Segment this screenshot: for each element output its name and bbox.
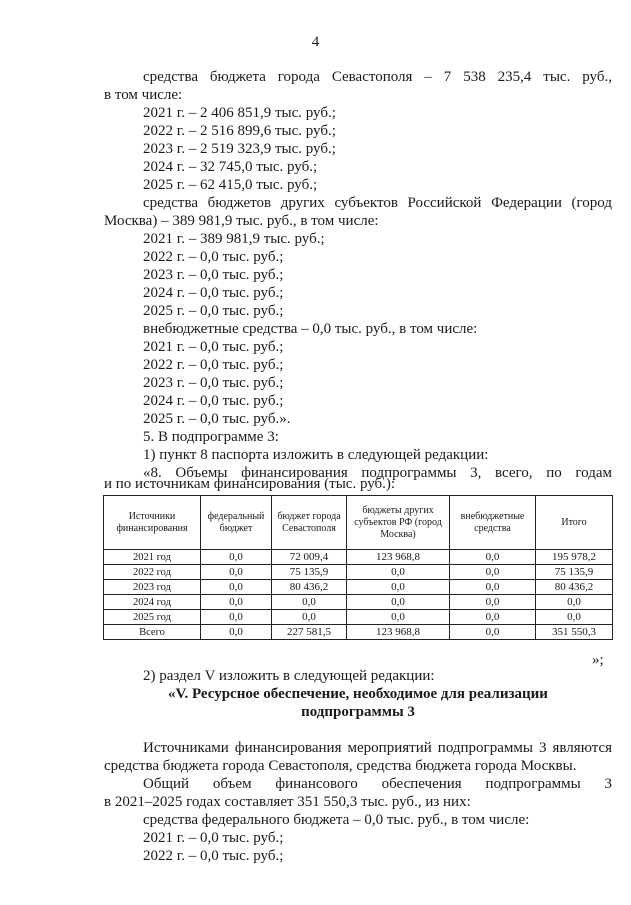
text-line: «8. Объемы финансирования подпрограммы 3, всего, по годам xyxy=(143,465,612,481)
table-cell: 0,0 xyxy=(272,610,347,625)
section-heading: подпрограммы 3 xyxy=(301,704,415,720)
table-cell: 0,0 xyxy=(201,595,272,610)
text-line: 2021 г. – 0,0 тыс. руб.; xyxy=(143,830,284,846)
table-cell: 0,0 xyxy=(201,550,272,565)
table-header-row xyxy=(104,496,613,550)
table-cell: 80 436,2 xyxy=(272,580,347,595)
table-cell: 0,0 xyxy=(450,595,536,610)
text-line: в том числе: xyxy=(104,87,183,103)
column-header: бюджеты других субъектов РФ (город Москва) xyxy=(347,496,450,550)
column-header: внебюджетные средства xyxy=(450,496,536,550)
text-line: 1) пункт 8 паспорта изложить в следующей редакции: xyxy=(143,447,489,463)
text-line: 5. В подпрограмме 3: xyxy=(143,429,279,445)
text-line: 2021 г. – 2 406 851,9 тыс. руб.; xyxy=(143,105,336,121)
table-row xyxy=(104,610,613,625)
text-line: 2025 г. – 0,0 тыс. руб.». xyxy=(143,411,291,427)
table-cell: 0,0 xyxy=(201,610,272,625)
table-cell: 0,0 xyxy=(450,565,536,580)
table-cell: 227 581,5 xyxy=(272,625,347,640)
table-cell: 0,0 xyxy=(347,610,450,625)
table-cell: 0,0 xyxy=(201,625,272,640)
text-line: 2023 г. – 2 519 323,9 тыс. руб.; xyxy=(143,141,336,157)
financing-table xyxy=(103,495,613,640)
table-closing-mark: »; xyxy=(592,652,604,668)
table-cell: 0,0 xyxy=(272,595,347,610)
text-line: 2) раздел V изложить в следующей редакции: xyxy=(143,668,435,684)
table-cell: 0,0 xyxy=(450,625,536,640)
text-line: 2025 г. – 0,0 тыс. руб.; xyxy=(143,303,284,319)
text-line: 2024 г. – 0,0 тыс. руб.; xyxy=(143,393,284,409)
table-cell: 2023 год xyxy=(104,580,201,595)
column-header: федеральный бюджет xyxy=(201,496,272,550)
text-line: 2023 г. – 0,0 тыс. руб.; xyxy=(143,375,284,391)
table-cell: 123 968,8 xyxy=(347,550,450,565)
text-line: Общий объем финансового обеспечения подпрограммы 3 xyxy=(143,776,612,792)
text-line: 2024 г. – 32 745,0 тыс. руб.; xyxy=(143,159,318,175)
column-header: Источники финансирования xyxy=(104,496,201,550)
table-cell: 0,0 xyxy=(201,565,272,580)
text-line: средства бюджета города Севастополя – 7 538 235,4 тыс. руб., xyxy=(143,69,612,85)
table-row xyxy=(104,580,613,595)
table-cell: 72 009,4 xyxy=(272,550,347,565)
table-cell: 75 135,9 xyxy=(536,565,613,580)
column-header: Итого xyxy=(536,496,613,550)
text-line: средства бюджетов других субъектов Российской Федерации (город xyxy=(143,195,612,211)
section-heading: «V. Ресурсное обеспечение, необходимое для реализации xyxy=(168,686,548,702)
text-line: 2022 г. – 0,0 тыс. руб.; xyxy=(143,357,284,373)
table-cell: Всего xyxy=(104,625,201,640)
text-line: 2022 г. – 0,0 тыс. руб.; xyxy=(143,249,284,265)
table-cell: 0,0 xyxy=(450,550,536,565)
table-cell: 2021 год xyxy=(104,550,201,565)
text-line: в 2021–2025 годах составляет 351 550,3 тыс. руб., из них: xyxy=(104,794,471,810)
table-row xyxy=(104,565,613,580)
text-line: 2021 г. – 389 981,9 тыс. руб.; xyxy=(143,231,325,247)
table-cell: 2024 год xyxy=(104,595,201,610)
text-line: 2025 г. – 62 415,0 тыс. руб.; xyxy=(143,177,318,193)
table-cell: 0,0 xyxy=(450,610,536,625)
text-line: 2023 г. – 0,0 тыс. руб.; xyxy=(143,267,284,283)
table-cell: 0,0 xyxy=(201,580,272,595)
text-line: внебюджетные средства – 0,0 тыс. руб., в том числе: xyxy=(143,321,478,337)
table-cell: 2022 год xyxy=(104,565,201,580)
table-cell: 75 135,9 xyxy=(272,565,347,580)
text-line: средства бюджета города Севастополя, средства бюджета города Москвы. xyxy=(104,758,577,774)
text-line: средства федерального бюджета – 0,0 тыс. руб., в том числе: xyxy=(143,812,530,828)
table-cell: 0,0 xyxy=(347,565,450,580)
page-number: 4 xyxy=(311,34,320,50)
table-cell: 195 978,2 xyxy=(536,550,613,565)
table-row xyxy=(104,595,613,610)
text-line: 2021 г. – 0,0 тыс. руб.; xyxy=(143,339,284,355)
text-line: и по источникам финансирования (тыс. руб.): xyxy=(104,476,396,492)
table-cell: 2025 год xyxy=(104,610,201,625)
text-line: 2024 г. – 0,0 тыс. руб.; xyxy=(143,285,284,301)
table-cell: 123 968,8 xyxy=(347,625,450,640)
text-line: 2022 г. – 0,0 тыс. руб.; xyxy=(143,848,284,864)
table-total-row xyxy=(104,625,613,640)
table-cell: 0,0 xyxy=(347,580,450,595)
column-header: бюджет города Севастополя xyxy=(272,496,347,550)
table-cell: 0,0 xyxy=(536,595,613,610)
text-line: 2022 г. – 2 516 899,6 тыс. руб.; xyxy=(143,123,336,139)
table-cell: 351 550,3 xyxy=(536,625,613,640)
table-cell: 0,0 xyxy=(347,595,450,610)
table-row xyxy=(104,550,613,565)
table-cell: 0,0 xyxy=(450,580,536,595)
table-cell: 0,0 xyxy=(536,610,613,625)
table-cell: 80 436,2 xyxy=(536,580,613,595)
text-line: Источниками финансирования мероприятий подпрограммы 3 являются xyxy=(143,740,612,756)
text-line: Москва) – 389 981,9 тыс. руб., в том числе: xyxy=(104,213,379,229)
